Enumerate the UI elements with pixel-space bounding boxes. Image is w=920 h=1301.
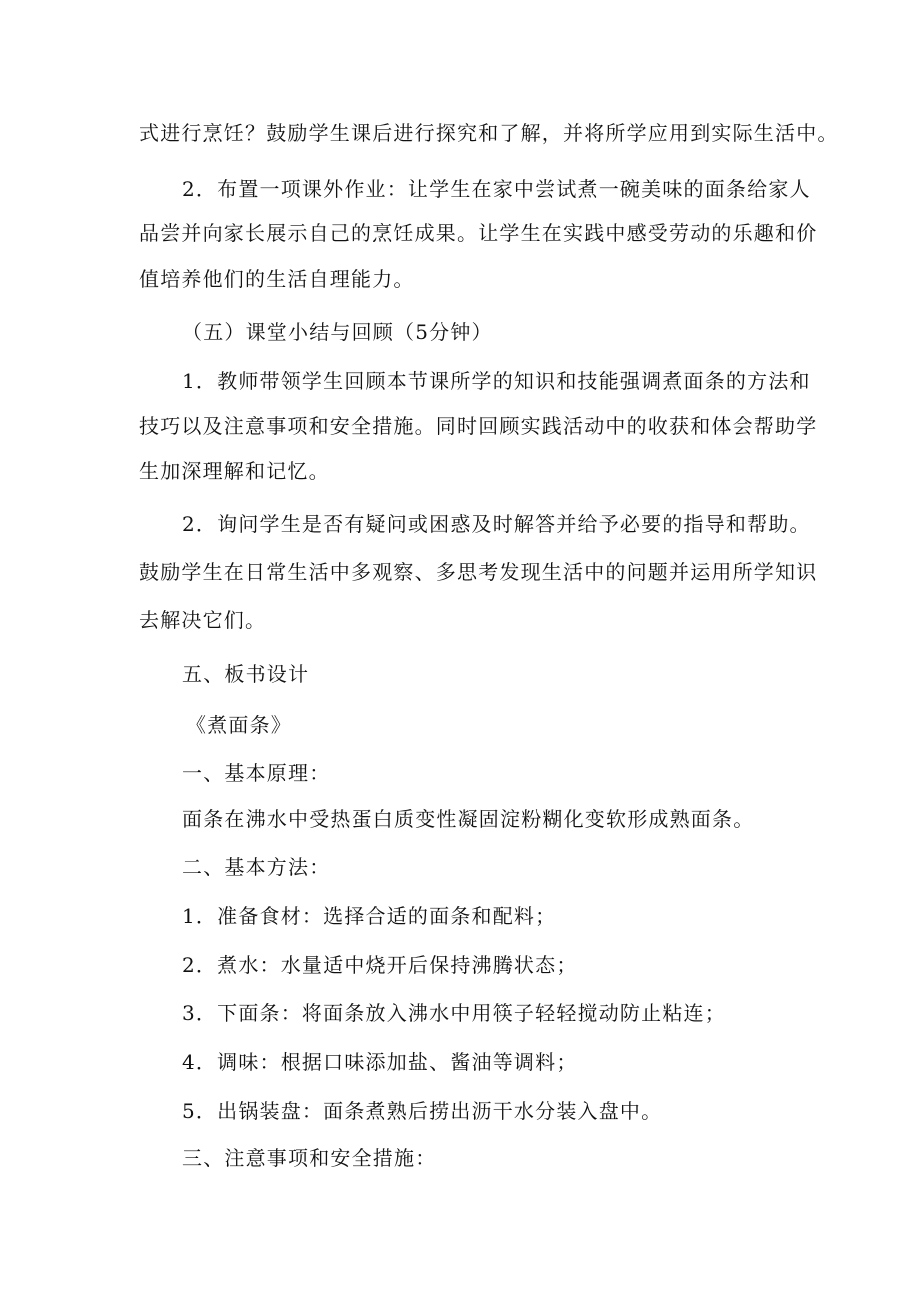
- board-heading: 二、基本方法：: [182, 855, 331, 879]
- paragraph-line: 去解决它们。: [139, 608, 267, 632]
- board-heading: 一、基本原理：: [182, 761, 331, 785]
- paragraph-line: 生加深理解和记忆。: [139, 459, 330, 483]
- board-line: 面条在沸水中受热蛋白质变性凝固淀粉糊化变软形成熟面条。: [182, 807, 755, 831]
- board-line: 1．准备食材：选择合适的面条和配料；: [182, 904, 557, 928]
- paragraph-line: 2．布置一项课外作业：让学生在家中尝试煮一碗美味的面条给家人: [182, 177, 811, 201]
- paragraph-line: 品尝并向家长展示自己的烹饪成果。让学生在实践中感受劳动的乐趣和价: [139, 221, 818, 245]
- paragraph-line: 2．询问学生是否有疑问或困惑及时解答并给予必要的指导和帮助。: [182, 512, 811, 536]
- section-heading: （五）课堂小结与回顾（5分钟）: [182, 320, 493, 344]
- board-line: 3．下面条：将面条放入沸水中用筷子轻轻搅动防止粘连；: [182, 1001, 726, 1025]
- board-line: 2．煮水：水量适中烧开后保持沸腾状态；: [182, 953, 578, 977]
- board-heading: 三、注意事项和安全措施：: [182, 1146, 437, 1170]
- paragraph-line: 1．教师带领学生回顾本节课所学的知识和技能强调煮面条的方法和: [182, 369, 811, 393]
- paragraph-line: 鼓励学生在日常生活中多观察、多思考发现生活中的问题并运用所学知识: [139, 560, 818, 584]
- paragraph-line: 技巧以及注意事项和安全措施。同时回顾实践活动中的收获和体会帮助学: [139, 414, 818, 438]
- section-heading: 五、板书设计: [182, 662, 310, 686]
- board-title: 《煮面条》: [186, 713, 292, 737]
- board-line: 5．出锅装盘：面条煮熟后捞出沥干水分装入盘中。: [182, 1099, 663, 1123]
- paragraph-line: 式进行烹饪？鼓励学生课后进行探究和了解，并将所学应用到实际生活中。: [139, 121, 839, 145]
- paragraph-line: 值培养他们的生活自理能力。: [139, 267, 415, 291]
- board-line: 4．调味：根据口味添加盐、酱油等调料；: [182, 1050, 578, 1074]
